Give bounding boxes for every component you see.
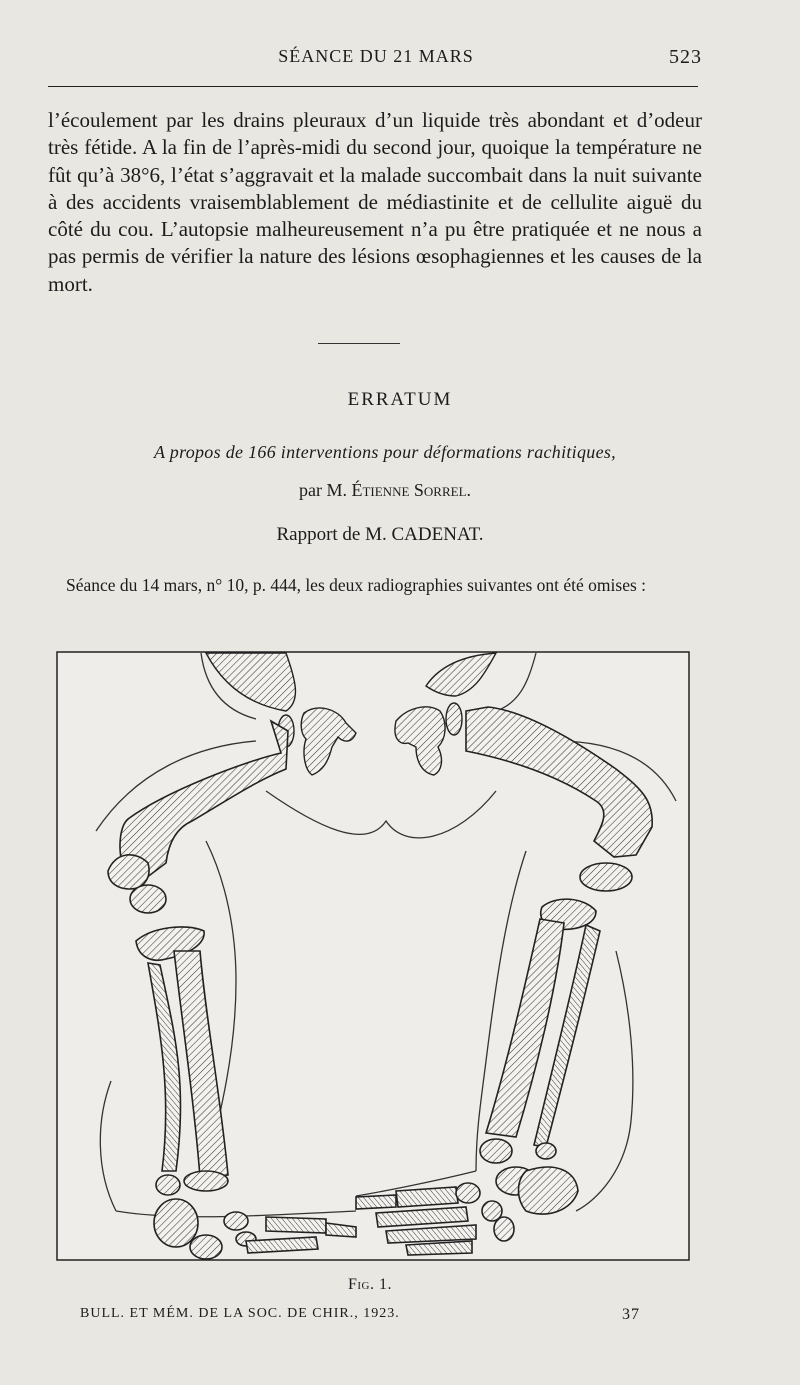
erratum-note: Séance du 14 mars, n° 10, p. 444, les deux radiographies suivantes ont été omises : (66, 575, 647, 595)
footer-signature: 37 (622, 1306, 640, 1323)
byline-prefix: par M. (298, 480, 347, 500)
page-footer (80, 1306, 640, 1330)
figure-caption: Fig. 1. (347, 1276, 392, 1293)
erratum-title: ERRATUM (347, 389, 453, 410)
header-rule (48, 86, 698, 87)
page-number: 523 (669, 46, 702, 68)
leg-bones-illustration (56, 651, 690, 1261)
erratum-byline (0, 480, 770, 501)
erratum-subtitle: A propos de 166 interventions pour déformations rachitiques, (154, 442, 616, 462)
byline-author: Étienne Sorrel. (351, 480, 472, 500)
section-separator (318, 343, 400, 344)
running-head (48, 44, 704, 72)
body-paragraph: l’écoulement par les drains pleuraux d’un liquide très abondant et d’odeur très fétide. A la fin de l’après-midi du second jour, quoique la température ne fût qu’à 38°6, l’état s’aggravait et la malade succombait dans la nuit suivante à des accidents vraisemblablement de médiastinite et de cellulite aiguë du côté du cou. L’autopsie malheureusement n’a pu être pratiquée et ne nous a pas permis de vérifier la nature des lésions œsophagiennes et les causes de la mort. (48, 108, 702, 296)
footer-journal: BULL. ET MÉM. DE LA SOC. DE CHIR., 1923. (80, 1306, 400, 1321)
running-head-title: SÉANCE DU 21 MARS (278, 46, 474, 66)
figure-radiograph (56, 651, 690, 1261)
erratum-report: Rapport de M. CADENAT. (276, 524, 484, 545)
